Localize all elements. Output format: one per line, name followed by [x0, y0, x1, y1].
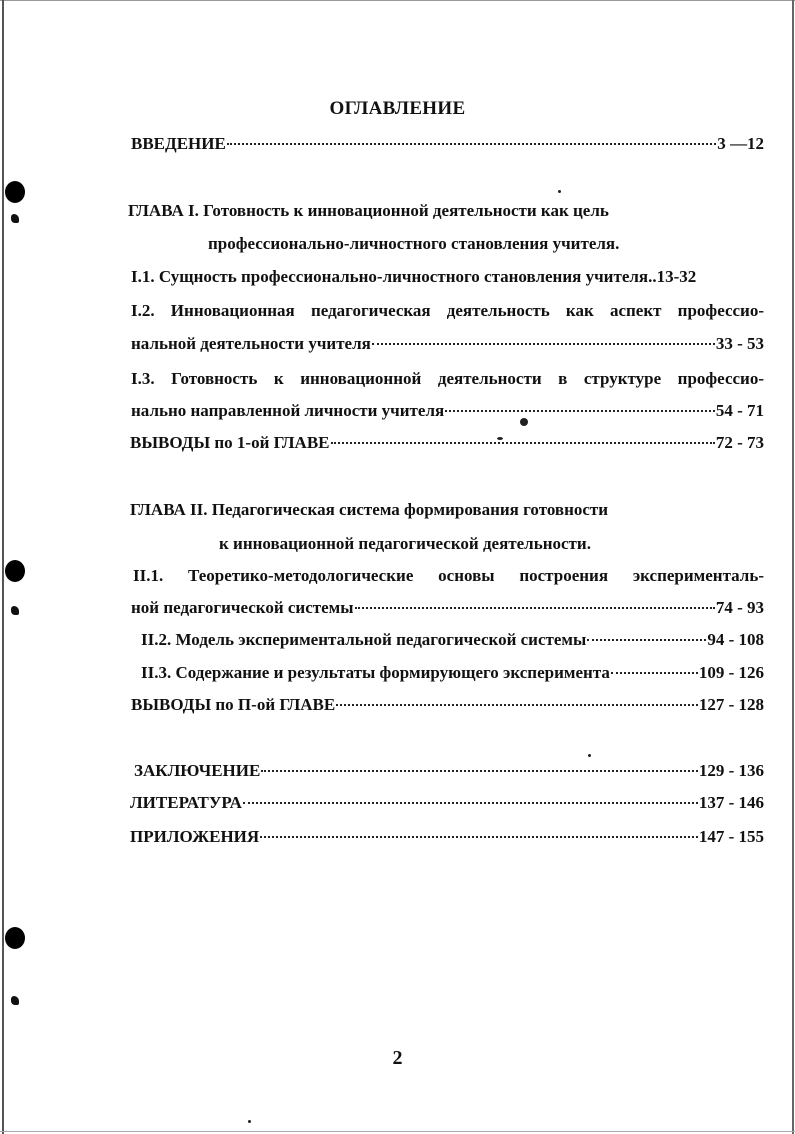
toc-entry-chapter-2-conclusions[interactable] — [131, 694, 764, 716]
toc-entry-chapter-1-conclusions[interactable] — [130, 432, 764, 454]
toc-entry-label: ЛИТЕРАТУРА — [130, 793, 242, 812]
toc-entry-label: ВВЕДЕНИЕ — [131, 134, 226, 153]
ink-mark-icon — [11, 606, 19, 615]
toc-entry-pages: 129 - 136 — [698, 761, 764, 780]
toc-entry-1-2-line1[interactable]: I.2. Инновационная педагогическая деятельность как аспект профессио- — [131, 301, 764, 320]
toc-entry-label: ПРИЛОЖЕНИЯ — [130, 827, 260, 846]
page-number: 2 — [392, 1047, 403, 1069]
punch-hole-icon — [5, 181, 25, 203]
scan-speck — [248, 1120, 251, 1123]
toc-entry-label: нально направленной личности учителя — [131, 401, 445, 420]
dot-leader — [445, 410, 715, 412]
toc-entry-pages: 137 - 146 — [698, 793, 764, 812]
chapter-2-heading-line2: к инновационной педагогической деятельности. — [219, 534, 591, 553]
toc-entry-pages: 147 - 155 — [698, 827, 764, 846]
toc-entry-label: II.2. Модель экспериментальной педагогической системы — [141, 630, 587, 649]
toc-entry-label: I.1. Сущность профессионально-личностного становления учителя.. — [131, 267, 657, 286]
ink-mark-icon — [11, 996, 19, 1005]
toc-entry-pages: 13-32 — [656, 267, 697, 286]
toc-entry-label: ЗАКЛЮЧЕНИЕ — [134, 761, 261, 780]
toc-entry-pages: 54 - 71 — [715, 401, 764, 420]
punch-hole-icon — [5, 927, 25, 949]
toc-entry-pages: 33 - 53 — [715, 334, 764, 353]
page-title: ОГЛАВЛЕНИЕ — [329, 98, 466, 119]
dot-leader — [336, 704, 698, 706]
toc-entry-1-3[interactable] — [131, 400, 764, 422]
dot-leader — [260, 836, 698, 838]
toc-entry-label: II.3. Содержание и результаты формирующего эксперимента — [141, 663, 610, 682]
toc-entry-1-2[interactable] — [131, 333, 764, 355]
toc-entry-2-3[interactable] — [141, 662, 764, 684]
dot-leader — [372, 343, 715, 345]
dot-leader — [227, 143, 716, 145]
dot-leader — [355, 607, 715, 609]
toc-entry-appendices[interactable] — [130, 826, 764, 848]
toc-entry-pages: 3 —12 — [717, 134, 764, 153]
toc-entry-2-2[interactable] — [141, 629, 764, 651]
top-edge-line — [0, 0, 795, 1]
punch-hole-icon — [5, 560, 25, 582]
dot-leader — [611, 672, 698, 674]
toc-entry-1-1[interactable] — [131, 266, 764, 288]
chapter-1-heading-line1: ГЛАВА I. Готовность к инновационной деятельности как цель — [128, 201, 609, 220]
chapter-1-heading-line2: профессионально-личностного становления учителя. — [208, 234, 620, 253]
dot-leader — [261, 770, 697, 772]
dot-leader — [587, 639, 706, 641]
right-edge-line — [792, 0, 794, 1134]
left-edge-line — [2, 0, 4, 1134]
dot-leader — [243, 802, 698, 804]
toc-entry-label: ВЫВОДЫ по П-ой ГЛАВЕ — [131, 695, 336, 714]
dot-leader — [331, 442, 715, 444]
toc-entry-conclusion[interactable] — [134, 760, 764, 782]
toc-entry-label: нальной деятельности учителя — [131, 334, 371, 353]
toc-entry-label: ВЫВОДЫ по 1-ой ГЛАВЕ — [130, 433, 330, 452]
scan-speck — [588, 754, 591, 757]
scan-speck — [558, 190, 561, 193]
toc-entry-label: ной педагогической системы — [131, 598, 354, 617]
toc-entry-pages: 127 - 128 — [698, 695, 764, 714]
toc-entry-2-1[interactable] — [131, 597, 764, 619]
toc-entry-2-1-line1[interactable]: II.1. Теоретико-методологические основы построения эксперименталь- — [133, 566, 764, 585]
toc-entry-pages: 94 - 108 — [707, 630, 764, 649]
toc-entry-pages: 72 - 73 — [715, 433, 764, 452]
toc-entry-1-3-line1[interactable]: I.3. Готовность к инновационной деятельности в структуре профессио- — [131, 369, 764, 388]
toc-entry-literature[interactable] — [130, 792, 764, 814]
toc-entry-pages: 109 - 126 — [698, 663, 764, 682]
ink-mark-icon — [11, 214, 19, 223]
bottom-edge-line — [0, 1131, 795, 1132]
toc-entry-intro[interactable] — [131, 133, 764, 155]
chapter-2-heading-line1: ГЛАВА II. Педагогическая система формирования готовности — [130, 500, 609, 519]
toc-entry-pages: 74 - 93 — [715, 598, 764, 617]
